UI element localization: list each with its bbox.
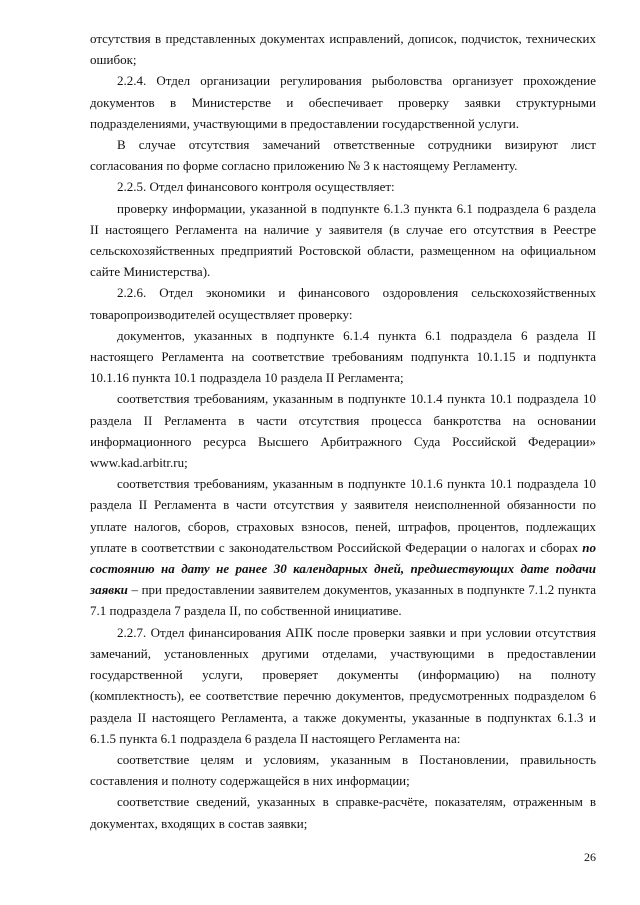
paragraph-bankruptcy-check: соответствия требованиям, указанным в подпункте 10.1.4 пункта 10.1 подраздела 10 раздела II Регламента в части отсутствия процесса банкротства на основании информационного ресурса Высшего Арбитражного Суда Российской Федерации» www.kad.arbitr.ru; — [90, 391, 596, 471]
page-number: 26 — [584, 850, 596, 864]
paragraph-documents-check: документов, указанных в подпункте 6.1.4 пункта 6.1 подраздела 6 раздела II настоящего Регламента на соответствие требованиям подпункта 10.1.15 и подпункта 10.1.16 пункта 10.1 подраздела 10 раздела II Регламента; — [90, 327, 596, 386]
document-body — [90, 28, 596, 834]
tax-debt-emphasis: по состоянию на дату не ранее 30 календарных дней, предшествующих дате подачи заявки — [90, 539, 596, 598]
paragraph-tech-errors: отсутствия в представленных документах исправлений, дописок, подчисток, технических ошибок; — [90, 31, 596, 68]
paragraph-2-2-7: 2.2.7. Отдел финансирования АПК после проверки заявки и при условии отсутствия замечаний, установленных другими отделами, участвующими в предоставлении государственной услуги, проверяет документы (информацию) на полноту (комплектность), ее соответствие перечню документов, предусмотренных подразделом 6 раздела II настоящего Регламента, а также документы, указанные в подпунктах 6.1.3 и 6.1.5 пункта 6.1 подраздела 6 раздела II настоящего Регламента на: — [90, 624, 596, 746]
paragraph-calculation-compliance: соответствие сведений, указанных в справке-расчёте, показателям, отраженным в документах, входящих в состав заявки; — [90, 794, 596, 831]
paragraph-approval-sheet: В случае отсутствия замечаний ответственные сотрудники визируют лист согласования по форме согласно приложению № 3 к настоящему Регламенту. — [90, 137, 596, 174]
paragraph-tax-debt-check — [90, 473, 596, 621]
paragraph-2-2-4: 2.2.4. Отдел организации регулирования рыболовства организует прохождение документов в Министерстве и обеспечивает проверку заявки структурными подразделениями, участвующими в предоставлении государственной услуги. — [90, 73, 596, 131]
paragraph-2-2-5: 2.2.5. Отдел финансового контроля осуществляет: — [117, 179, 395, 195]
paragraph-2-2-6: 2.2.6. Отдел экономики и финансового оздоровления сельскохозяйственных товаропроизводителей осуществляет проверку: — [90, 285, 596, 322]
tax-debt-text-after: – при предоставлении заявителем документов, указанных в подпункте 7.1.2 пункта 7.1 подраздела 7 раздела II, по собственной инициативе. — [90, 582, 596, 619]
tax-debt-text-before: соответствия требованиям, указанным в подпункте 10.1.6 пункта 10.1 подраздела 10 раздела II Регламента в части отсутствия у заявителя неисполненной обязанности по уплате налогов, сборов, страховых взносов, пеней, штрафов, процентов, подлежащих уплате в соответствии с законодательством Российской Федерации о налогах и сборах — [90, 476, 596, 555]
paragraph-info-check: проверку информации, указанной в подпункте 6.1.3 пункта 6.1 подраздела 6 раздела II настоящего Регламента на наличие у заявителя (в случае его отсутствия в Реестре сельскохозяйственных предприятий Ростовской области, размещенном на официальном сайте Министерства). — [90, 200, 596, 280]
paragraph-goals-compliance: соответствие целям и условиям, указанным в Постановлении, правильность составления и полноту содержащейся в них информации; — [90, 751, 596, 789]
